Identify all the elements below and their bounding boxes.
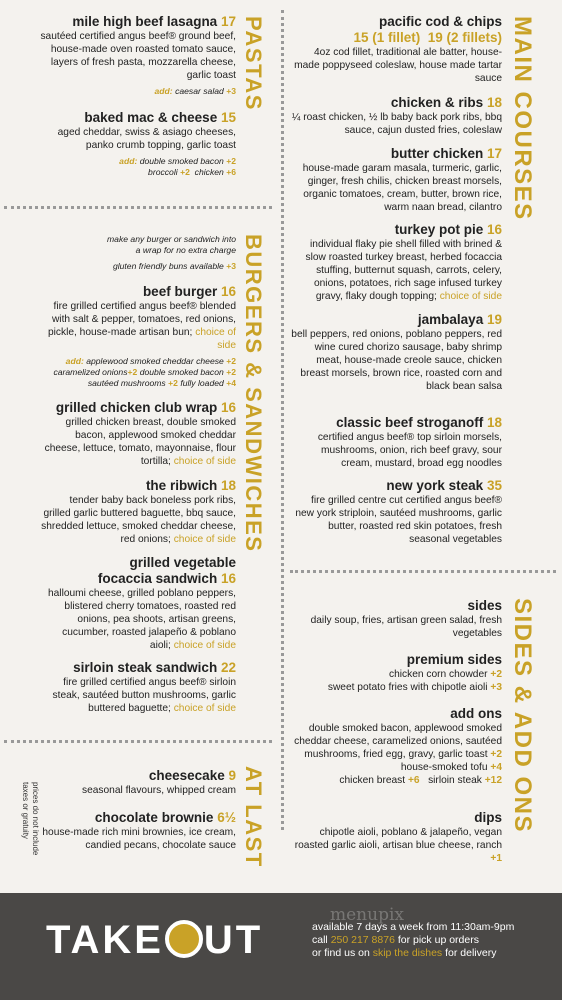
item-addon: broccoli +2 chicken +6 bbox=[148, 167, 236, 177]
menu-item-beef-burger bbox=[40, 284, 236, 389]
item-description: individual flaky pie shell filled with brined & slow roasted turkey breast, herbed focaccia stuffing, butternut squash, carrots, celery, onions, potatoes, rich sage infused turkey gravy, flaky dough topping; choice of side bbox=[305, 239, 502, 302]
takeout-logo: TAKE UT bbox=[46, 918, 264, 962]
item-description: tender baby back boneless pork ribs, grilled garlic buttered baguette, bbq sauce, shredded lettuce, smoked cheddar cheese, red onions; choice of side bbox=[41, 495, 236, 545]
item-description: house-made rich mini brownies, ice cream, candied pecans, chocolate sauce bbox=[42, 827, 236, 851]
item-price: 6½ bbox=[217, 810, 236, 825]
menu-item-lasagna bbox=[40, 14, 236, 97]
item-addon: sautéed mushrooms +2 fully loaded +4 bbox=[87, 378, 236, 388]
item-price: 15 bbox=[220, 110, 236, 125]
item-description: 4oz cod fillet, traditional ale batter, house-made poppyseed coleslaw, house made tartar sauce bbox=[294, 47, 502, 84]
item-description: halloumi cheese, grilled poblano peppers, blistered cherry tomatoes, roasted red onions, pea shoots, artisan greens, cucumber, roasted jalapeño & poblano aioli; choice of side bbox=[47, 588, 236, 651]
premium-sides-block: premium sides chicken corn chowder +2 sweet potato fries with chipotle aioli +3 bbox=[290, 652, 502, 694]
menu-item-jambalaya bbox=[290, 312, 502, 393]
item-name: baked mac & cheese bbox=[84, 110, 218, 125]
column-divider bbox=[281, 10, 284, 830]
item-name: sides bbox=[467, 598, 502, 613]
item-description: daily soup, fries, artisan green salad, fresh vegetables bbox=[310, 615, 502, 639]
section-heading-sides: SIDES & ADD ONS bbox=[509, 598, 536, 833]
item-price: 9 bbox=[228, 768, 236, 783]
item-name: chicken & ribs bbox=[390, 95, 484, 110]
divider bbox=[290, 570, 556, 573]
menu-item-cheesecake bbox=[40, 768, 236, 797]
phone-link[interactable]: 250 217 8876 bbox=[330, 934, 395, 946]
menu-item-chicken-club-wrap bbox=[40, 400, 236, 468]
item-price: 22 bbox=[220, 660, 236, 675]
note-line: gluten friendly buns available +3 bbox=[112, 261, 236, 271]
item-description: fire grilled certified angus beef® blended with salt & pepper, tomatoes, red onions, pickle, house-made artisan bun; choice of side bbox=[47, 301, 236, 351]
item-name: jambalaya bbox=[417, 312, 484, 327]
menu-item-cod-chips bbox=[290, 14, 502, 85]
item-name: dips bbox=[474, 810, 502, 825]
section-heading-burgers: BURGERS & SANDWICHES bbox=[241, 234, 266, 553]
takeout-logo-icon bbox=[165, 920, 203, 958]
add-ons-block: add ons double smoked bacon, applewood smoked cheddar cheese, caramelized onions, sautéed mushrooms, fried egg, gravy, garlic toast +2 house-smoked tofu +4 chicken breast +6 sirloin steak +12 bbox=[290, 706, 502, 787]
hours-line: available 7 days a week from 11:30am-9pm bbox=[312, 921, 515, 933]
item-price: 16 bbox=[486, 222, 502, 237]
item-name: focaccia sandwich bbox=[97, 571, 218, 586]
item-name: premium sides bbox=[406, 652, 502, 667]
item-price: 15 (1 fillet) 19 (2 fillets) bbox=[353, 30, 502, 45]
burger-notes bbox=[40, 234, 236, 272]
note-line: make any burger or sandwich into bbox=[107, 234, 236, 244]
item-name: beef burger bbox=[142, 284, 218, 299]
item-name: pacific cod & chips bbox=[378, 14, 502, 29]
item-description: aged cheddar, swiss & asiago cheeses, panko crumb topping, garlic toast bbox=[57, 127, 236, 151]
item-addon: add: double smoked bacon +2 bbox=[119, 156, 236, 166]
menu-item-mac-cheese bbox=[40, 110, 236, 178]
item-description: house-made garam masala, turmeric, garlic, ginger, fresh chilis, chicken breast morsels, organic tomatoes, cream, butter, brown rice, warm naan bread, cilantro bbox=[302, 163, 502, 213]
divider bbox=[4, 740, 272, 743]
item-price: 16 bbox=[220, 400, 236, 415]
item-name: grilled chicken club wrap bbox=[55, 400, 218, 415]
prices-note: prices do not include taxes or gratuity bbox=[21, 782, 40, 856]
item-description: fire grilled centre cut certified angus beef® new york striploin, sautéed mushrooms, garlic butter, roasted red skin potatoes, fresh seasonal vegetables bbox=[295, 495, 502, 545]
menu-item-chicken-ribs bbox=[290, 95, 502, 137]
dips-block: dips chipotle aioli, poblano & jalapeño, vegan roasted garlic aioli, artisan blue cheese, ranch +1 bbox=[290, 810, 502, 865]
menu-item-sirloin-steak-sandwich bbox=[40, 660, 236, 715]
menu-item-ribwich bbox=[40, 478, 236, 546]
item-description: bell peppers, red onions, poblano peppers, red wine cured chorizo sausage, baby shrimp meat, house-made creole sauce, chicken breast morsels, brown rice, roasted corn and black bean salsa bbox=[291, 329, 502, 392]
sides-block bbox=[290, 598, 502, 640]
section-heading-main-courses: MAIN COURSES bbox=[509, 16, 536, 221]
section-heading-pastas: PASTAS bbox=[241, 16, 266, 111]
item-name: chocolate brownie bbox=[94, 810, 214, 825]
item-addon: caramelized onions+2 double smoked bacon +2 bbox=[53, 367, 236, 377]
item-description: fire grilled certified angus beef® sirloin steak, sautéed button mushrooms, garlic buttered baguette; choice of side bbox=[52, 677, 236, 714]
item-name: turkey pot pie bbox=[394, 222, 484, 237]
item-name: classic beef stroganoff bbox=[336, 415, 484, 430]
item-description: certified angus beef® top sirloin morsels, mushrooms, onion, rich beef gravy, sour cream, mustard, broad egg noodles bbox=[317, 432, 502, 469]
item-price: 18 bbox=[486, 95, 502, 110]
menu-item-chocolate-brownie bbox=[40, 810, 236, 852]
menu-item-beef-stroganoff bbox=[290, 415, 502, 470]
item-price: 18 bbox=[220, 478, 236, 493]
item-price: 16 bbox=[220, 571, 236, 586]
divider bbox=[4, 206, 272, 209]
item-price: 16 bbox=[220, 284, 236, 299]
note-line: a wrap for no extra charge bbox=[135, 245, 236, 255]
item-name: cheesecake bbox=[148, 768, 225, 783]
skip-the-dishes-link[interactable]: skip the dishes bbox=[372, 947, 443, 959]
item-name: add ons bbox=[450, 706, 502, 721]
takeout-info: available 7 days a week from 11:30am-9pm call 250 217 8876 for pick up orders or find us on skip the dishes for delivery bbox=[312, 921, 558, 960]
item-description: ¼ roast chicken, ½ lb baby back pork ribs, bbq sauce, cajun dusted fries, coleslaw bbox=[291, 112, 502, 136]
item-description: sautéed certified angus beef® ground beef, house-made oven roasted tomato sauce, layers of fresh pasta, mozzarella cheese, garlic toast bbox=[40, 31, 236, 81]
item-price: 18 bbox=[486, 415, 502, 430]
menu-item-turkey-pot-pie bbox=[290, 222, 502, 303]
item-addon: add: applewood smoked cheddar cheese +2 bbox=[65, 356, 236, 366]
item-name: grilled vegetable bbox=[129, 555, 236, 570]
menu-item-butter-chicken bbox=[290, 146, 502, 214]
item-description: grilled chicken breast, double smoked bacon, applewood smoked cheddar cheese, lettuce, tomato, mayonnaise, flour tortilla; choice of side bbox=[44, 417, 236, 467]
watermark: menupix bbox=[330, 905, 404, 925]
item-name: sirloin steak sandwich bbox=[73, 660, 218, 675]
section-heading-at-last: AT LAST bbox=[241, 766, 266, 868]
item-name: the ribwich bbox=[145, 478, 218, 493]
item-description: seasonal flavours, whipped cream bbox=[81, 785, 236, 796]
item-addon: add: caesar salad +3 bbox=[154, 86, 236, 96]
item-name: new york steak bbox=[386, 478, 484, 493]
item-name: butter chicken bbox=[390, 146, 484, 161]
item-price: 35 bbox=[486, 478, 502, 493]
item-name: mile high beef lasagna bbox=[72, 14, 218, 29]
menu-item-new-york-steak bbox=[290, 478, 502, 546]
item-price: 17 bbox=[220, 14, 236, 29]
item-price: 17 bbox=[486, 146, 502, 161]
menu-item-vegetable-focaccia bbox=[40, 555, 236, 652]
item-price: 19 bbox=[486, 312, 502, 327]
